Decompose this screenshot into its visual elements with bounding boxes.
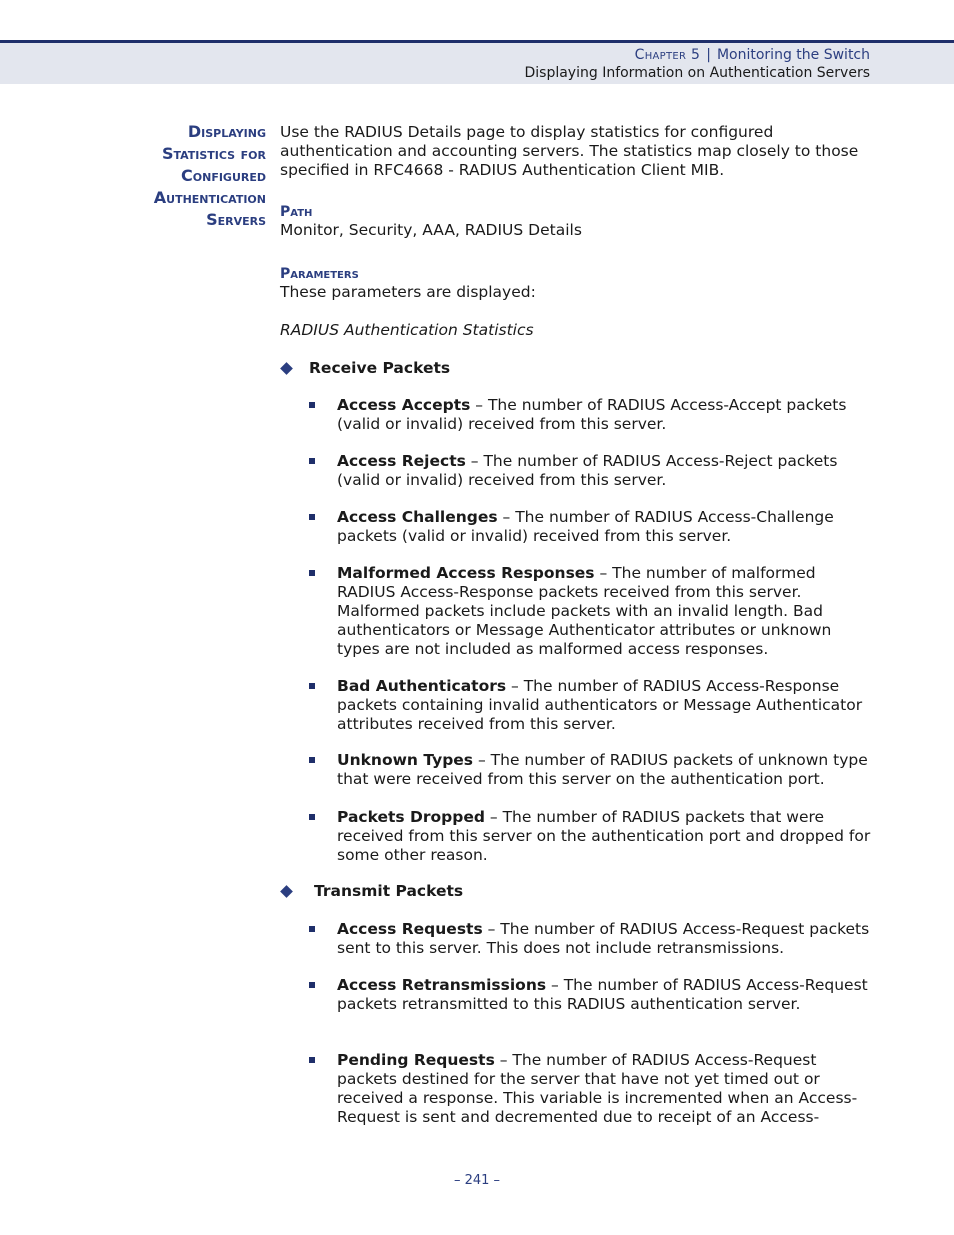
list-item xyxy=(308,920,868,958)
section-heading-line: Servers xyxy=(206,210,266,229)
path-heading: Path xyxy=(280,204,313,220)
diamond-bullet-icon xyxy=(280,362,293,375)
list-item xyxy=(308,677,868,734)
path-section xyxy=(280,204,880,240)
square-bullet-icon xyxy=(309,926,315,932)
header-chapter: Chapter 5 xyxy=(634,47,701,63)
receive-packets-label: Receive Packets xyxy=(309,359,451,377)
square-bullet-icon xyxy=(309,683,315,689)
item-description: – The number of RADIUS Access-Response packets containing invalid authenticators or Message Authenticator attributes received from this server. xyxy=(337,677,863,733)
item-term: Access Accepts xyxy=(337,396,471,414)
section-heading-line: Statistics for xyxy=(161,144,266,163)
parameters-section xyxy=(280,266,880,302)
item-term: Access Challenges xyxy=(337,508,498,526)
list-item xyxy=(308,751,868,789)
square-bullet-icon xyxy=(309,757,315,763)
square-bullet-icon xyxy=(309,514,315,520)
item-term: Access Requests xyxy=(337,920,483,938)
header-chapter-line xyxy=(635,47,870,63)
list-item xyxy=(308,452,868,490)
path-text: Monitor, Security, AAA, RADIUS Details xyxy=(280,221,582,239)
item-term: Pending Requests xyxy=(337,1051,495,1069)
list-item xyxy=(308,976,868,1014)
section-heading xyxy=(100,121,266,231)
item-term: Unknown Types xyxy=(337,751,474,769)
section-heading-line: Configured xyxy=(181,166,266,185)
page-number: – 241 – xyxy=(453,1173,501,1188)
transmit-packets-label: Transmit Packets xyxy=(314,882,464,900)
header-separator: | xyxy=(706,47,711,63)
item-description: – The number of RADIUS Access-Request packets destined for the server that have not yet timed out or received a response. This variable is incremented when an Access-Request is sent and decremented due to receipt of an Access- xyxy=(337,1051,858,1126)
item-term: Bad Authenticators xyxy=(337,677,507,695)
item-description: – The number of RADIUS Access-Challenge packets (valid or invalid) received from this server. xyxy=(337,508,834,545)
square-bullet-icon xyxy=(309,402,315,408)
diamond-bullet-icon xyxy=(280,885,293,898)
square-bullet-icon xyxy=(309,1057,315,1063)
list-item xyxy=(308,396,868,434)
item-description: – The number of RADIUS Access-Accept packets (valid or invalid) received from this server. xyxy=(337,396,847,433)
square-bullet-icon xyxy=(309,814,315,820)
header-section-title: Displaying Information on Authentication Servers xyxy=(524,65,870,81)
parameters-heading: Parameters xyxy=(280,266,359,282)
item-description: – The number of malformed RADIUS Access-Response packets received from this server. Malformed packets include packets with an invalid length. Bad authenticators or Message Authenticator attributes or unknown types are not included as malformed access responses. xyxy=(337,564,832,658)
square-bullet-icon xyxy=(309,458,315,464)
parameters-text: These parameters are displayed: xyxy=(280,283,536,301)
item-term: Access Rejects xyxy=(337,452,466,470)
item-term: Packets Dropped xyxy=(337,808,485,826)
item-term: Access Retransmissions xyxy=(337,976,547,994)
item-description: – The number of RADIUS Access-Request packets retransmitted to this RADIUS authentication server. xyxy=(337,976,868,1013)
list-item xyxy=(308,564,868,659)
header-chapter-title: Monitoring the Switch xyxy=(716,47,870,63)
item-description: – The number of RADIUS packets of unknown type that were received from this server on the authentication port. xyxy=(337,751,868,788)
running-header xyxy=(0,40,954,84)
item-description: – The number of RADIUS Access-Request packets sent to this server. This does not include retransmissions. xyxy=(337,920,870,957)
section-heading-line: Authentication xyxy=(153,188,266,207)
parameters-subtitle: RADIUS Authentication Statistics xyxy=(280,321,534,339)
intro-paragraph: Use the RADIUS Details page to display statistics for configured authentication and accounting servers. The statistics map closely to those specified in RFC4668 - RADIUS Authentication Client MIB. xyxy=(280,123,859,179)
list-item xyxy=(308,808,871,865)
list-item xyxy=(308,1051,868,1127)
square-bullet-icon xyxy=(309,570,315,576)
item-description: – The number of RADIUS packets that were received from this server on the authentication port and dropped for some other reason. xyxy=(337,808,871,864)
item-description: – The number of RADIUS Access-Reject packets (valid or invalid) received from this server. xyxy=(337,452,838,489)
list-item xyxy=(308,508,868,546)
square-bullet-icon xyxy=(309,982,315,988)
item-term: Malformed Access Responses xyxy=(337,564,595,582)
section-heading-line: Displaying xyxy=(187,122,266,141)
